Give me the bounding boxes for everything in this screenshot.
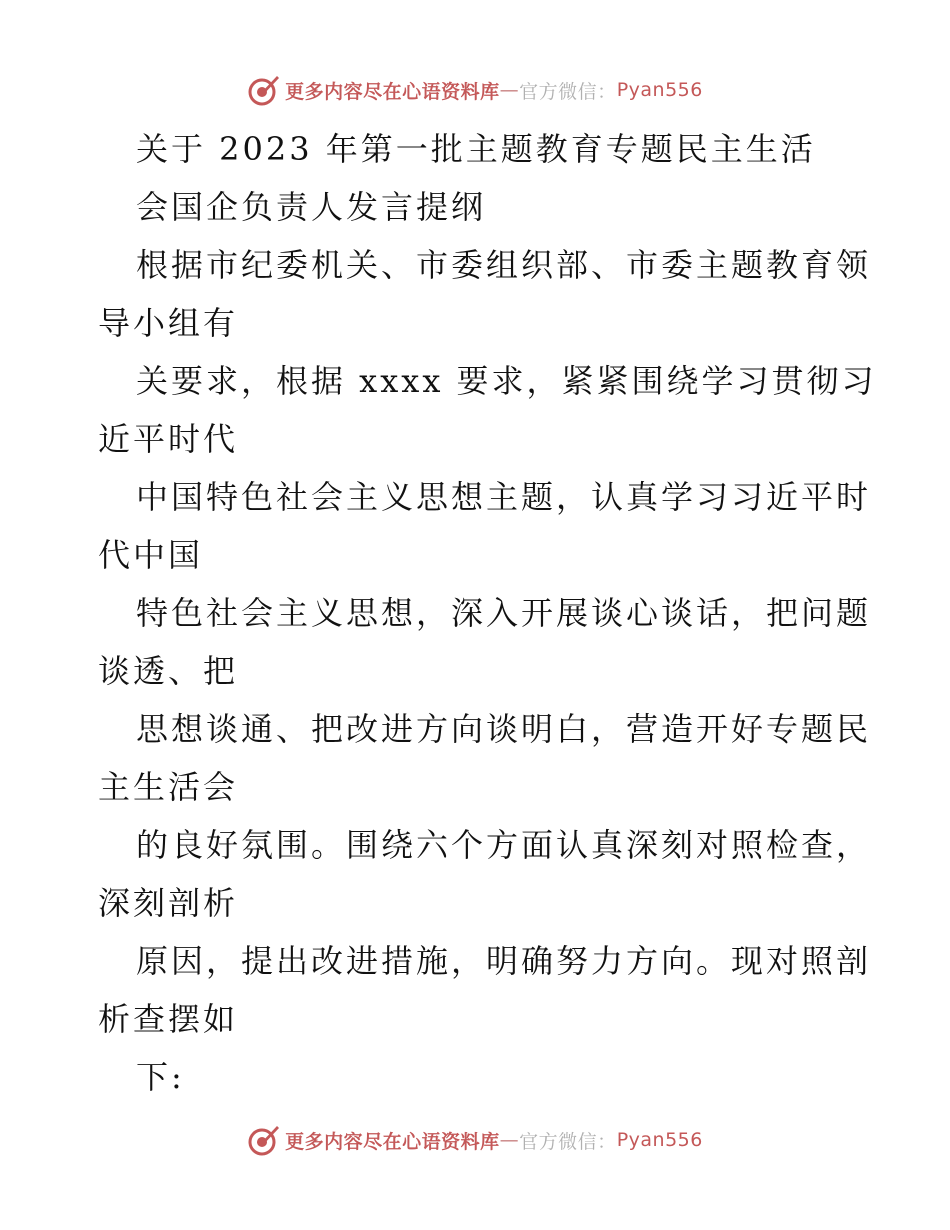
watermark-wechat-id: Pyan556 <box>616 1129 703 1151</box>
watermark-dash: — <box>499 1129 520 1151</box>
doc-line: 根据市纪委机关、市委组织部、市委主题教育领 <box>136 246 872 284</box>
quill-logo-icon <box>247 1123 281 1157</box>
doc-line: 思想谈通、把改进方向谈明白，营造开好专题民 <box>136 710 872 748</box>
doc-line: 原因，提出改进措施，明确努力方向。现对照剖 <box>136 942 872 980</box>
doc-line: 的良好氛围。围绕六个方面认真深刻对照检查， <box>136 826 872 864</box>
doc-line: 析查摆如 <box>98 1000 239 1038</box>
watermark-dash: — <box>499 79 520 101</box>
document-body <box>98 120 877 1106</box>
watermark-wechat-id: Pyan556 <box>616 79 703 101</box>
quill-logo-icon <box>247 73 281 107</box>
doc-line: 谈透、把 <box>98 652 239 690</box>
doc-line: 中国特色社会主义思想主题，认真学习习近平时 <box>136 478 872 516</box>
watermark-label: 官方微信： <box>519 1130 617 1153</box>
doc-line: 关要求，根据 xxxx 要求，紧紧围绕学习贯彻习 <box>136 362 877 400</box>
doc-line: 下: <box>136 1058 185 1096</box>
doc-line: 关于 2023 年第一批主题教育专题民主生活 <box>136 130 816 168</box>
watermark-label: 官方微信： <box>519 80 617 103</box>
header-watermark <box>0 70 950 110</box>
watermark-brand: 更多内容尽在心语资料库 <box>285 80 500 103</box>
doc-line: 主生活会 <box>98 768 239 806</box>
doc-line: 代中国 <box>98 536 204 574</box>
doc-line: 特色社会主义思想，深入开展谈心谈话，把问题 <box>136 594 872 632</box>
watermark-brand: 更多内容尽在心语资料库 <box>285 1130 500 1153</box>
doc-line: 近平时代 <box>98 420 239 458</box>
footer-watermark <box>0 1120 950 1160</box>
doc-line: 导小组有 <box>98 304 239 342</box>
doc-line: 深刻剖析 <box>98 884 239 922</box>
doc-line: 会国企负责人发言提纲 <box>136 188 487 226</box>
